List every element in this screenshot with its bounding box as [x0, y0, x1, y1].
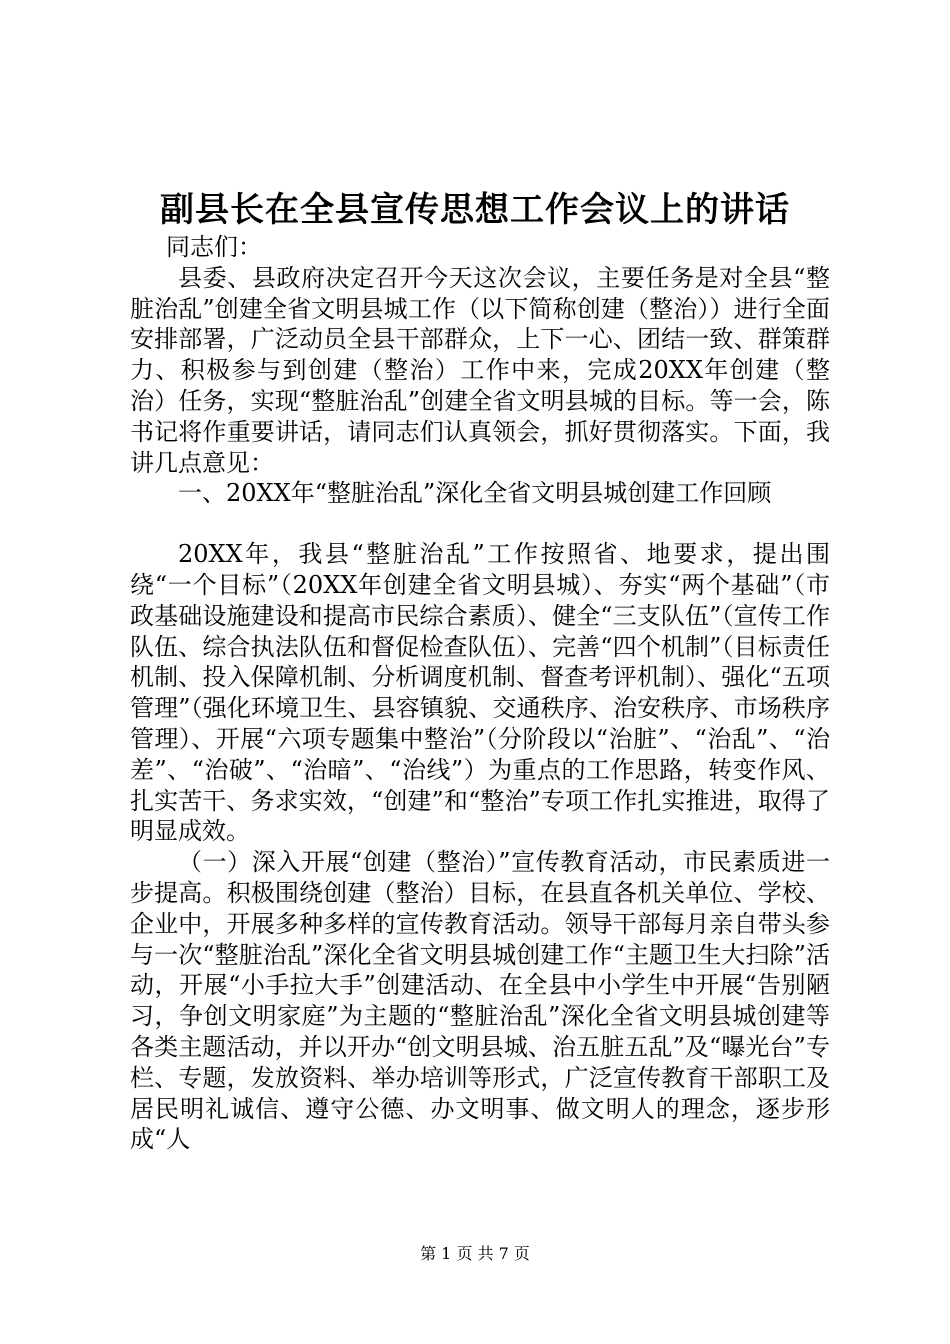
- intro-paragraph: 县委、县政府决定召开今天这次会议，主要任务是对全县“整脏治乱”创建全省文明县城工作（以下简称创建（整治））进行全面安排部署，广泛动员全县干部群众，上下一心、团结一致、群策群力、积极参与到创建（整治）工作中来，完成20XX年创建（整治）任务，实现“整脏治乱”创建全省文明县城的目标。等一会，陈书记将作重要讲话，请同志们认真领会，抓好贯彻落实。下面，我讲几点意见：: [130, 263, 830, 477]
- subsection-paragraph: （一）深入开展“创建（整治）”宣传教育活动，市民素质进一步提高。积极围绕创建（整治）目标，在县直各机关单位、学校、企业中，开展多种多样的宣传教育活动。领导干部每月亲自带头参与一次“整脏治乱”深化全省文明县城创建工作“主题卫生大扫除”活动，开展“小手拉大手”创建活动、在全县中小学生中开展“告别陋习，争创文明家庭”为主题的“整脏治乱”深化全省文明县城创建等各类主题活动，并以开办“创文明县城、治五脏五乱”及“曝光台”专栏、专题，发放资料、举办培训等形式，广泛宣传教育干部职工及居民明礼诚信、遵守公德、办文明事、做文明人的理念，逐步形成“人: [130, 848, 830, 1154]
- document-body: [130, 232, 830, 1155]
- review-paragraph: 20XX年，我县“整脏治乱”工作按照省、地要求，提出围绕“一个目标”（20XX年创建全省文明县城）、夯实“两个基础”（市政基础设施建设和提高市民综合素质）、健全“三支队伍”（宣传工作队伍、综合执法队伍和督促检查队伍）、完善“四个机制”（目标责任机制、投入保障机制、分析调度机制、督查考评机制）、强化“五项管理”（强化环境卫生、县容镇貌、交通秩序、治安秩序、市场秩序管理）、开展“六项专题集中整治”（分阶段以“治脏”、“治乱”、“治差”、“治破”、“治暗”、“治线”）为重点的工作思路，转变作风、扎实苦干、务求实效，“创建”和“整治”专项工作扎实推进，取得了明显成效。: [130, 540, 830, 846]
- page-footer: 第 1 页 共 7 页: [420, 1244, 530, 1263]
- document-title: 副县长在全县宣传思想工作会议上的讲话: [160, 190, 790, 230]
- greeting-paragraph: 同志们：: [166, 233, 262, 261]
- section-heading: 一、20XX年“整脏治乱”深化全省文明县城创建工作回顾: [178, 479, 772, 508]
